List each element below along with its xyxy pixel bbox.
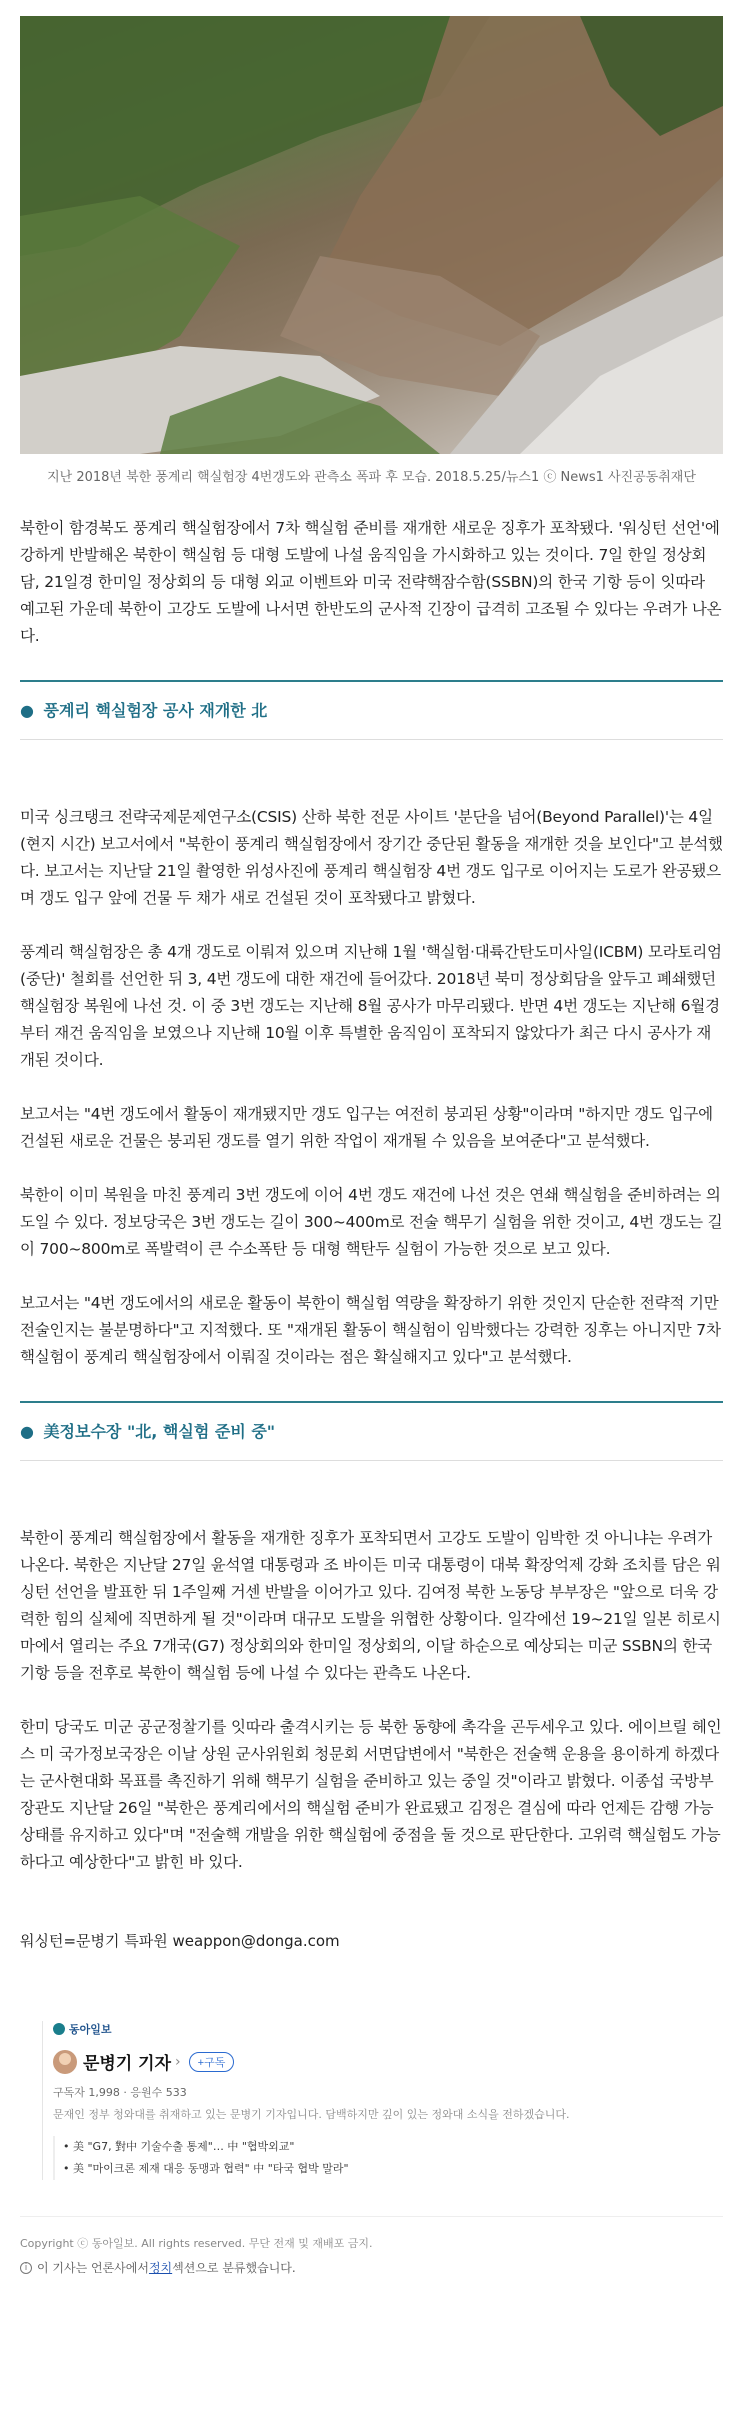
paragraph: 보고서는 "4번 갱도에서 활동이 재개됐지만 갱도 입구는 여전히 붕괴된 상황"이라며 "하지만 갱도 입구에 건설된 새로운 건물은 붕괴된 갱도를 열기 위한 작업이 재개될 수 있음을 보여준다"고 분석했다. [20, 1105, 713, 1150]
paragraph-lead: 북한이 함경북도 풍계리 핵실험장에서 7차 핵실험 준비를 재개한 새로운 징후가 포착됐다. '워싱턴 선언'에 강하게 반발해온 북한이 핵실험 등 대형 도발에 나설 움직임을 가시화하고 있는 것이다. 7일 한일 정상회담, 21일경 한미일 정상회의 등 대형 외교 이벤트와 미국 전략핵잠수함(SSBN)의 한국 기항 등이 잇따라 예고된 가운데 북한이 고강도 도발에 나서면 한반도의 군사적 긴장이 급격히 고조될 수 있다는 우려가 나온다. [20, 519, 722, 645]
section-notice [20, 2259, 723, 2276]
article-footer [20, 2216, 723, 2276]
section-link[interactable]: 정치 [148, 2261, 173, 2275]
paragraph: 보고서는 "4번 갱도에서의 새로운 활동이 북한이 핵실험 역량을 확장하기 위한 것인지 단순한 전략적 기만전술인지는 불분명하다"고 지적했다. 또 "재개된 활동이 핵실험이 임박했다는 강력한 징후는 아니지만 7차 핵실험이 풍계리 핵실험장에서 이뤄질 것이라는 점은 확실해지고 있다"고 분석했다. [20, 1294, 721, 1366]
reporter-row [53, 2049, 642, 2074]
brand-logo-icon [53, 2023, 65, 2035]
brand-logo [53, 2021, 642, 2037]
paragraph: 풍계리 핵실험장은 총 4개 갱도로 이뤄져 있으며 지난해 1월 '핵실험·대륙간탄도미사일(ICBM) 모라토리엄(중단)' 철회를 선언한 뒤 3, 4번 갱도에 대한 재건에 들어갔다. 2018년 북미 정상회담을 앞두고 폐쇄했던 핵실험장 복원에 나선 것. 이 중 3번 갱도는 지난해 8월 공사가 마무리됐다. 반면 4번 갱도는 지난해 6월경부터 재건 움직임을 보였으나 지난해 10월 이후 특별한 움직임이 포착되지 않았다가 최근 다시 공사가 재개된 것이다. [20, 943, 722, 1069]
related-articles [53, 2136, 642, 2180]
info-icon: i [20, 2262, 32, 2274]
notice-prefix: 이 기사는 언론사에서 [37, 2261, 149, 2275]
paragraph: 북한이 이미 복원을 마친 풍계리 3번 갱도에 이어 4번 갱도 재건에 나선 것은 연쇄 핵실험을 준비하려는 의도일 수 있다. 정보당국은 3번 갱도는 길이 300~400m로 전술 핵무기 실험을 위한 것이고, 4번 갱도는 길이 700~800m로 폭발력이 큰 수소폭탄 등 대형 핵탄두 실험이 가능한 것으로 보고 있다. [20, 1186, 723, 1258]
article-photo [20, 16, 723, 454]
article [0, 16, 743, 2276]
reporter-intro: 문재인 정부 청와대를 취재하고 있는 문병기 기자입니다. 담백하지만 깊이 있는 정와대 소식을 전하겠습니다. [53, 2108, 570, 2121]
bullet-icon: ● [20, 701, 34, 720]
subheading-text: 풍계리 핵실험장 공사 재개한 北 [43, 701, 268, 720]
related-article-link[interactable]: • 美 "G7, 對中 기술수출 통제"… 中 "협박외교" [63, 2140, 295, 2153]
subheading-section-2 [20, 1403, 723, 1460]
paragraph: 북한이 풍계리 핵실험장에서 활동을 재개한 징후가 포착되면서 고강도 도발이 임박한 것 아니냐는 우려가 나온다. 북한은 지난달 27일 윤석열 대통령과 조 바이든 미국 대통령이 대북 확장억제 강화 조치를 담은 워싱턴 선언을 발표한 뒤 1주일째 거센 반발을 이어가고 있다. 김여정 북한 노동당 부부장은 "앞으로 더욱 강력한 힘의 실체에 직면하게 될 것"이라며 대규모 도발을 위협한 상황이다. 일각에선 19~21일 일본 히로시마에서 열리는 주요 7개국(G7) 정상회의와 한미일 정상회의, 이달 하순으로 예상되는 미군 SSBN의 한국 기항 등을 전후로 북한이 핵실험 등에 나설 수 있다는 관측도 나온다. [20, 1529, 721, 1682]
byline: 워싱턴=문병기 특파원 weappon@donga.com [20, 1932, 340, 1950]
copyright-text: Copyright ⓒ 동아일보. All rights reserved. 무단 전재 및 재배포 금지. [20, 2237, 373, 2250]
section-divider-bottom [20, 1460, 723, 1461]
bullet-icon: ● [20, 1422, 34, 1441]
reporter-name-link[interactable]: 문병기 기자 [83, 2054, 172, 2074]
subscribe-button[interactable]: +구독 [189, 2052, 235, 2072]
avatar[interactable] [53, 2050, 77, 2074]
notice-suffix: 섹션으로 분류했습니다. [172, 2261, 296, 2275]
brand-name: 동아일보 [69, 2023, 112, 2036]
subheading-section-1 [20, 682, 723, 739]
section-divider-bottom [20, 739, 723, 740]
reporter-card [42, 2021, 642, 2180]
subheading-text: 美정보수장 "北, 핵실험 준비 중" [43, 1422, 276, 1441]
reporter-stats: 구독자 1,998 · 응원수 533 [53, 2086, 187, 2099]
related-article-link[interactable]: • 美 "마이크론 제재 대응 동맹과 협력" 中 "타국 협박 말라" [63, 2162, 349, 2175]
photo-illustration [20, 16, 723, 454]
paragraph: 한미 당국도 미군 공군정찰기를 잇따라 출격시키는 등 북한 동향에 촉각을 곤두세우고 있다. 에이브릴 헤인스 미 국가정보국장은 이날 상원 군사위원회 청문회 서면답변에서 "북한은 전술핵 운용을 용이하게 하겠다는 군사현대화 목표를 촉진하기 위해 핵무기 실험을 준비하고 있는 중일 것"이라고 밝혔다. 이종섭 국방부 장관도 지난달 26일 "북한은 풍계리에서의 핵실험 준비가 완료됐고 김정은 결심에 따라 언제든 감행 가능 상태를 유지하고 있다"며 "전술핵 개발을 위한 핵실험에 중점을 둘 것으로 판단한다. 고위력 핵실험도 가능하다고 예상한다"고 밝힌 바 있다. [20, 1718, 722, 1871]
paragraph: 미국 싱크탱크 전략국제문제연구소(CSIS) 산하 북한 전문 사이트 '분단을 넘어(Beyond Parallel)'는 4일(현지 시간) 보고서에서 "북한이 풍계리 핵실험장에서 장기간 중단된 활동을 재개한 것을 보인다"고 분석했다. 보고서는 지난달 21일 촬영한 위성사진에 풍계리 핵실험장 4번 갱도 입구로 이어지는 도로가 완공됐으며 갱도 입구 앞에 건물 두 채가 새로 건설된 것이 포착됐다고 밝혔다. [20, 808, 723, 907]
chevron-right-icon[interactable]: › [175, 2053, 181, 2070]
photo-caption: 지난 2018년 북한 풍계리 핵실험장 4번갱도와 관측소 폭파 후 모습. 2018.5.25/뉴스1 ⓒ News1 사진공동취재단 [47, 470, 696, 485]
